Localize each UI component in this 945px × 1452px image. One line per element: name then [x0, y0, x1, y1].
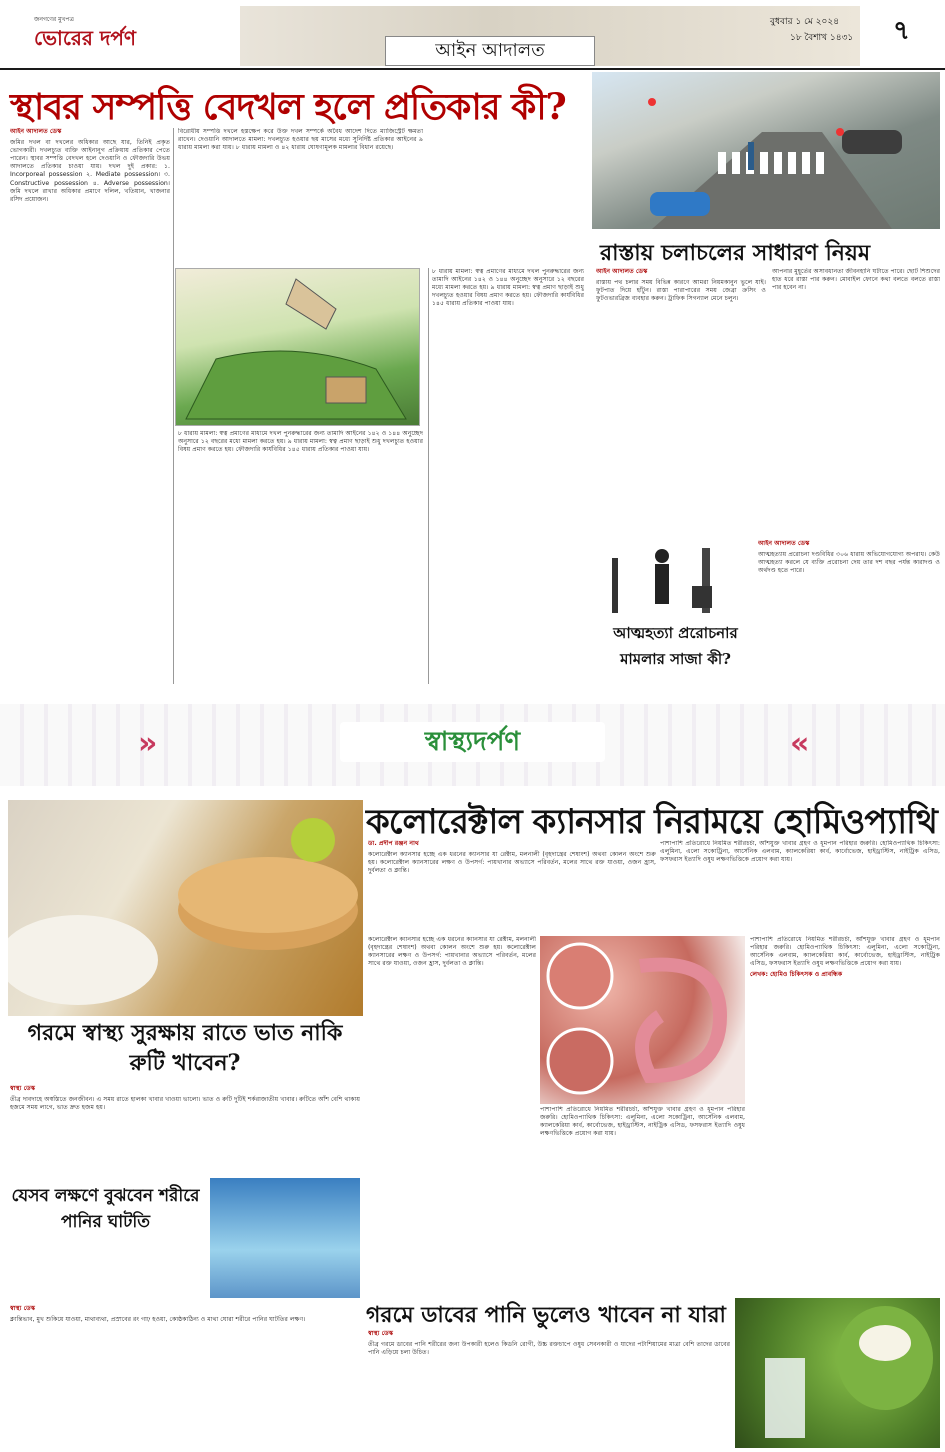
- logo-tagline: জনগণের মুখপত্র: [34, 16, 74, 23]
- colorectal-body-4: পাশাপাশি প্রতিরোধে নিয়মিত শরীরচর্চা, আঁশযুক্ত খাবার গ্রহণ ও ধূমপান পরিহার জরুরি। হোমিওপ্যাথিক চিকিৎসা: এলুমিনা, এলো সকোট্রিনা, আর্সেনিক এলবাম, ক্যালকেরিয়া কার্ব, কার্বোভেজ, হাইড্রাস্টিস, নাইট্রিক এসিড, ফসফরাস ইত্যাদি ওষুধ লক্ষণভিত্তিকে প্রয়োগ করা যায়।: [660, 840, 940, 864]
- colon-svg: [540, 936, 745, 1104]
- coconut-photo: [735, 1298, 940, 1448]
- suicide-byline: আইন আদালত ডেস্ক: [758, 540, 810, 547]
- law-column-2-top: [178, 128, 423, 266]
- law-body-3: ৮ ধারায় মামলা: স্বত্ব প্রমাণের মাধ্যমে দখল পুনরুদ্ধারের জন্য তামাদি আইনের ১৪২ ও ১৪৪ অনুচ্ছেদ অনুসারে ১২ বছরের মধ্যে মামলা করতে হয়। ৯ ধারায় মামলা: স্বত্ব প্রমাণ ছাড়াই শুধু দখলচ্যুত হওয়ার বিষয় প্রমাণ করতে হয়। ফৌজদারি কার্যবিধির ১৪৫ ধারায় প্রতিকার পাওয়া যায়।: [178, 430, 423, 454]
- chevron-right-icon: »: [138, 726, 158, 761]
- colorectal-body-5: পাশাপাশি প্রতিরোধে নিয়মিত শরীরচর্চা, আঁশযুক্ত খাবার গ্রহণ ও ধূমপান পরিহার জরুরি। হোমিওপ্যাথিক চিকিৎসা: এলুমিনা, এলো সকোট্রিনা, আর্সেনিক এলবাম, ক্যালকেরিয়া কার্ব, কার্বোভেজ, হাইড্রাস্টিস, নাইট্রিক এসিড, ফসফরাস ইত্যাদি ওষুধ লক্ষণভিত্তিকে প্রয়োগ করা যায়।: [750, 936, 940, 968]
- suicide-column: [758, 540, 940, 686]
- health-section-title: স্বাস্থ্যদর্পণ: [340, 722, 605, 762]
- coconut-column: [368, 1330, 730, 1446]
- rice-roti-photo: [8, 800, 363, 1016]
- water-glass-photo: [210, 1178, 360, 1298]
- colorectal-signoff: লেখক: হোমিও চিকিৎসক ও প্রাবন্ধিক: [750, 971, 843, 979]
- water-column: [10, 1305, 360, 1445]
- chevron-left-icon: «: [790, 726, 810, 761]
- colorectal-column-3: [750, 936, 940, 1291]
- road-byline: আইন আদালত ডেস্ক: [596, 268, 648, 275]
- road-illustration-svg: [592, 72, 940, 229]
- road-headline[interactable]: রাস্তায় চলাচলের সাধারণ নিয়ম: [600, 240, 871, 266]
- road-column-2: [772, 268, 940, 533]
- law-column-3: [432, 268, 584, 684]
- suicide-headline[interactable]: আত্মহত্যা প্ররোচনার মামলার সাজা কী?: [613, 624, 738, 668]
- colorectal-column-2-lower: [540, 1106, 745, 1291]
- rice-roti-svg: [8, 800, 363, 1016]
- rice-headline[interactable]: গরমে স্বাস্থ্য সুরক্ষায় রাতে ভাত নাকি রুটি খাবেন?: [27, 1020, 343, 1076]
- colorectal-headline[interactable]: কলোরেক্টাল ক্যানসার নিরাময়ে হোমিওপ্যাথি: [366, 802, 937, 842]
- land-illustration-svg: [176, 269, 421, 427]
- date-bangla: ১৮ বৈশাখ ১৪৩১: [790, 33, 854, 43]
- colorectal-column-1-left: [368, 936, 536, 1291]
- land-illustration: [175, 268, 420, 426]
- law-column-2-bottom: [178, 430, 423, 684]
- date-gregorian: বুধবার ১ মে ২০২৪: [770, 17, 840, 27]
- colorectal-byline: ডা. প্রদীপ রঞ্জন নাথ: [368, 840, 419, 847]
- road-crossing-illustration: [592, 72, 940, 229]
- silhouette-svg: [592, 538, 752, 613]
- page-number: ৭: [893, 16, 910, 46]
- column-divider: [428, 268, 429, 684]
- suicide-body: আত্মহত্যায় প্ররোচনা দণ্ডবিধির ৩০৬ ধারায় অভিযোগযোগ্য অপরাধ। কেউ আত্মহত্যা করলে যে ব্যক্তি প্ররোচনা দেয় তার দশ বছর পর্যন্ত কারাদণ্ড ও অর্থদণ্ড হতে পারে।: [758, 551, 940, 575]
- rice-column: [10, 1085, 360, 1173]
- law-body-1: জমির দখল বা দখলের অধিকার আছে যার, তিনিই প্রকৃত ভোগকারী। দখলচ্যুত ব্যক্তি আইনানুগ প্রক্রিয়ায় প্রতিকার পেতে পারেন। স্থাবর সম্পত্তি বেদখল হলে দেওয়ানি ও ফৌজদারি উভয় আদালতে প্রতিকার চাওয়া যায়। দখল দুই প্রকার: ১. Incorporeal possession ২. Mediate possession। ৩. Constructive possession ৪. Adverse possession। জমি দখলে রাখার অধিকার প্রমাণে দলিল, খতিয়ান, খাজনার রসিদ প্রয়োজন।: [10, 139, 170, 203]
- water-body: ক্লান্তিভাব, মুখ শুকিয়ে যাওয়া, মাথাব্যথা, প্রস্রাবের রং গাঢ় হওয়া, কোষ্ঠকাঠিন্য ও মাথা ঘোরা শরীরে পানির ঘাটতির লক্ষণ।: [10, 1316, 306, 1324]
- road-column-1: [596, 268, 766, 533]
- colorectal-column-3-top: [660, 840, 940, 934]
- rice-body: তীব্র দাবদাহে অস্বস্তিতে জনজীবন। এ সময় রাতে হালকা খাবার খাওয়া ভালো। ভাত ও রুটি দুটিই শর্করাজাতীয় খাবার। রুটিতে আঁশ বেশি থাকায় হজমে সময় লাগে, ভাত দ্রুত হজম হয়।: [10, 1096, 360, 1112]
- coconut-svg: [735, 1298, 940, 1448]
- law-body-2: বিরোধীয় সম্পত্তি দখলে হস্তক্ষেপ করে উক্ত দখল সম্পর্কে অবৈধ আদেশ দিতে ম্যাজিস্ট্রেট ক্ষমতা রাখেন। দেওয়ানি আদালতে মামলা: দখলচ্যুত হওয়ার ছয় মাসের মধ্যে সুনির্দিষ্ট প্রতিকার আইনের ৯ ধারায় মামলা করা যায়। ৮ ধারায় মামলা ও ৪২ ধারায় ঘোষণামূলক মামলার বিধান রয়েছে।: [178, 128, 423, 152]
- newspaper-logo[interactable]: ভোরের দর্পণ: [34, 26, 136, 50]
- colorectal-body-3: পাশাপাশি প্রতিরোধে নিয়মিত শরীরচর্চা, আঁশযুক্ত খাবার গ্রহণ ও ধূমপান পরিহার জরুরি। হোমিওপ্যাথিক চিকিৎসা: এলুমিনা, এলো সকোট্রিনা, আর্সেনিক এলবাম, ক্যালকেরিয়া কার্ব, কার্বোভেজ, হাইড্রাস্টিস, নাইট্রিক এসিড, ফসফরাস ইত্যাদি ওষুধ লক্ষণভিত্তিকে প্রয়োগ করা যায়।: [540, 1106, 745, 1138]
- law-headline[interactable]: স্থাবর সম্পত্তি বেদখল হলে প্রতিকার কী?: [10, 86, 566, 128]
- road-body-2: আপনার মুহূর্তের অসাবধানতা জীবনহানি ঘটাতে পারে। ছোট শিশুদের হাত ধরে রাস্তা পার করুন। মোবাইল ফোনে কথা বলতে বলতে রাস্তা পার হবেন না।: [772, 268, 940, 292]
- colorectal-column-1-top: [368, 840, 656, 934]
- law-column-1: [10, 128, 170, 684]
- road-body-1: রাস্তায় পথ চলার সময় বিভিন্ন কারণে আমরা নিয়মকানুন ভুলে যাই। ফুটপাত দিয়ে হাঁটুন। রাস্তা পারাপারের সময় জেব্রা ক্রসিং ও ফুটওভারব্রিজ ব্যবহার করুন। ট্রাফিক সিগন্যাল মেনে চলুন।: [596, 279, 766, 303]
- section-title: আইন আদালত: [385, 36, 595, 66]
- colon-anatomy-image: [540, 936, 745, 1104]
- coconut-headline[interactable]: গরমে ডাবের পানি ভুলেও খাবেন না যারা: [366, 1302, 726, 1328]
- water-byline: স্বাস্থ্য ডেস্ক: [10, 1305, 36, 1312]
- water-headline[interactable]: যেসব লক্ষণে বুঝবেন শরীরে পানির ঘাটতি: [11, 1186, 200, 1232]
- colorectal-body-1: কলোরেক্টাল ক্যানসার হচ্ছে এক ধরনের ক্যানসার যা রেক্টাম, মলনালী (বৃহদান্ত্রের শেষাংশ) অথবা কোলন অংশে শুরু হয়। কলোরেক্টাল ক্যানসারের লক্ষণ ও উপসর্গ: পায়খানার অভ্যাসে পরিবর্তন, মলের সাথে রক্ত যাওয়া, ওজন হ্রাস, দুর্বলতা ও ক্লান্তি।: [368, 851, 656, 875]
- colorectal-body-2: কলোরেক্টাল ক্যানসার হচ্ছে এক ধরনের ক্যানসার যা রেক্টাম, মলনালী (বৃহদান্ত্রের শেষাংশ) অথবা কোলন অংশে শুরু হয়। কলোরেক্টাল ক্যানসারের লক্ষণ ও উপসর্গ: পায়খানার অভ্যাসে পরিবর্তন, মলের সাথে রক্ত যাওয়া, ওজন হ্রাস, দুর্বলতা ও ক্লান্তি।: [368, 936, 536, 968]
- coconut-body: তীব্র গরমে ডাবের পানি শরীরের জন্য উপকারী হলেও কিডনি রোগী, উচ্চ রক্তচাপে ওষুধ সেবনকারী ও যাদের পটাশিয়ামের মাত্রা বেশি তাদের ডাবের পানি এড়িয়ে চলা উচিত।: [368, 1341, 730, 1357]
- column-divider: [173, 128, 174, 684]
- rice-byline: স্বাস্থ্য ডেস্ক: [10, 1085, 36, 1092]
- law-body-4: ৮ ধারায় মামলা: স্বত্ব প্রমাণের মাধ্যমে দখল পুনরুদ্ধারের জন্য তামাদি আইনের ১৪২ ও ১৪৪ অনুচ্ছেদ অনুসারে ১২ বছরের মধ্যে মামলা করতে হয়। ৯ ধারায় মামলা: স্বত্ব প্রমাণ ছাড়াই শুধু দখলচ্যুত হওয়ার বিষয় প্রমাণ করতে হয়। ফৌজদারি কার্যবিধির ১৪৫ ধারায় প্রতিকার পাওয়া যায়।: [432, 268, 584, 308]
- law-byline: আইন আদালত ডেস্ক: [10, 128, 62, 135]
- coconut-byline: স্বাস্থ্য ডেস্ক: [368, 1330, 394, 1337]
